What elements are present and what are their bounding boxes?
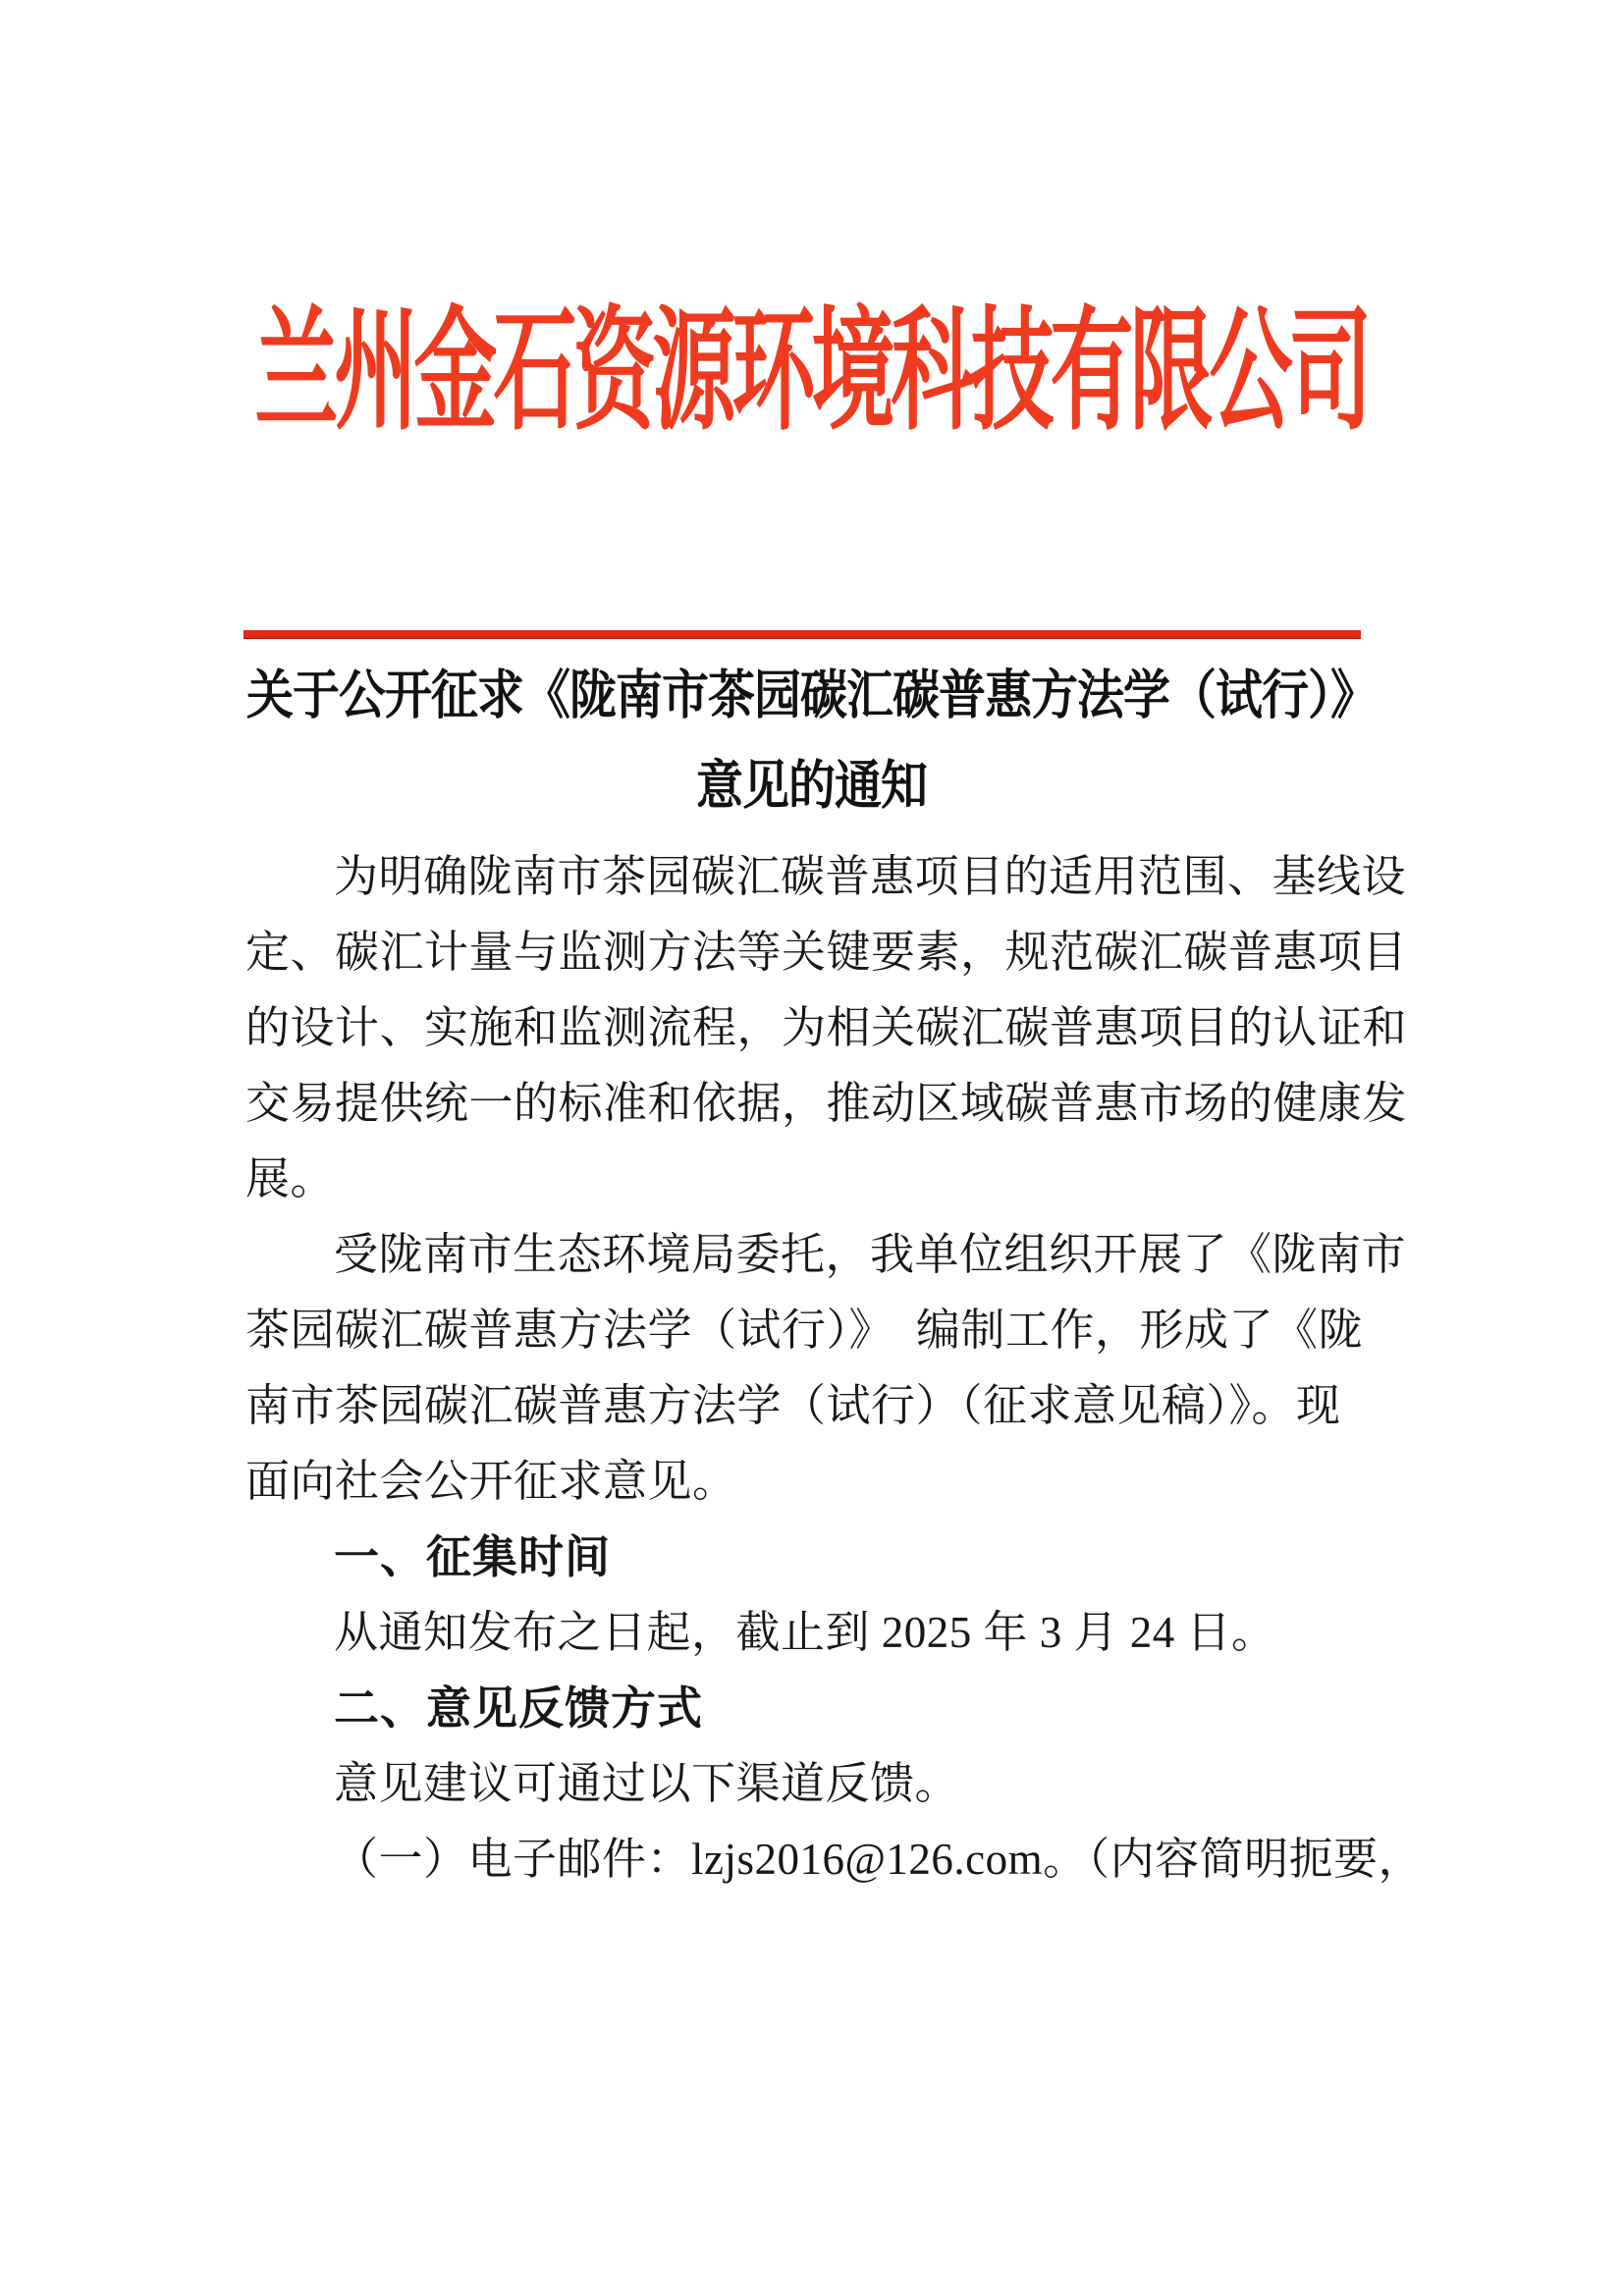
document-line: 展。 <box>245 1154 336 1203</box>
document-body <box>245 839 1424 1897</box>
document-line: 的设计、实施和监测流程，为相关碳汇碳普惠项目的认证和 <box>245 1003 1408 1052</box>
document-line: 为明确陇南市茶园碳汇碳普惠项目的适用范围、基线设 <box>334 852 1407 901</box>
document-line: 定、碳汇计量与监测方法等关键要素，规范碳汇碳普惠项目 <box>245 928 1408 977</box>
email-line: （一）电子邮件：lzjs2016@126.com。（内容简明扼要， <box>334 1835 1424 1884</box>
document-line: 交易提供统一的标准和依据，推动区域碳普惠市场的健康发 <box>245 1079 1408 1128</box>
document-line: 茶园碳汇碳普惠方法学（试行）》 编制工作，形成了《陇 <box>245 1306 1364 1355</box>
document-title-line2: 意见的通知 <box>695 757 927 816</box>
red-divider-line <box>243 630 1361 639</box>
company-letterhead: 兰州金石资源环境科技有限公司 <box>254 298 1369 448</box>
section-heading-collection-time: 一、征集时间 <box>334 1531 611 1582</box>
document-line: 受陇南市生态环境局委托，我单位组织开展了《陇南市 <box>334 1230 1407 1279</box>
document-line: 意见建议可通过以下渠道反馈。 <box>334 1759 960 1808</box>
document-title <box>0 652 1623 832</box>
document-title-line1: 关于公开征求《陇南市茶园碳汇碳普惠方法学（试行）》 <box>245 667 1377 726</box>
section-heading-feedback-method: 二、意见反馈方式 <box>334 1682 703 1734</box>
document-line: 南市茶园碳汇碳普惠方法学（试行）（征求意见稿）》。现 <box>245 1381 1341 1430</box>
document-line: 从通知发布之日起，截止到 2025 年 3 月 24 日。 <box>334 1608 1276 1657</box>
document-line: 面向社会公开征求意见。 <box>245 1457 737 1506</box>
